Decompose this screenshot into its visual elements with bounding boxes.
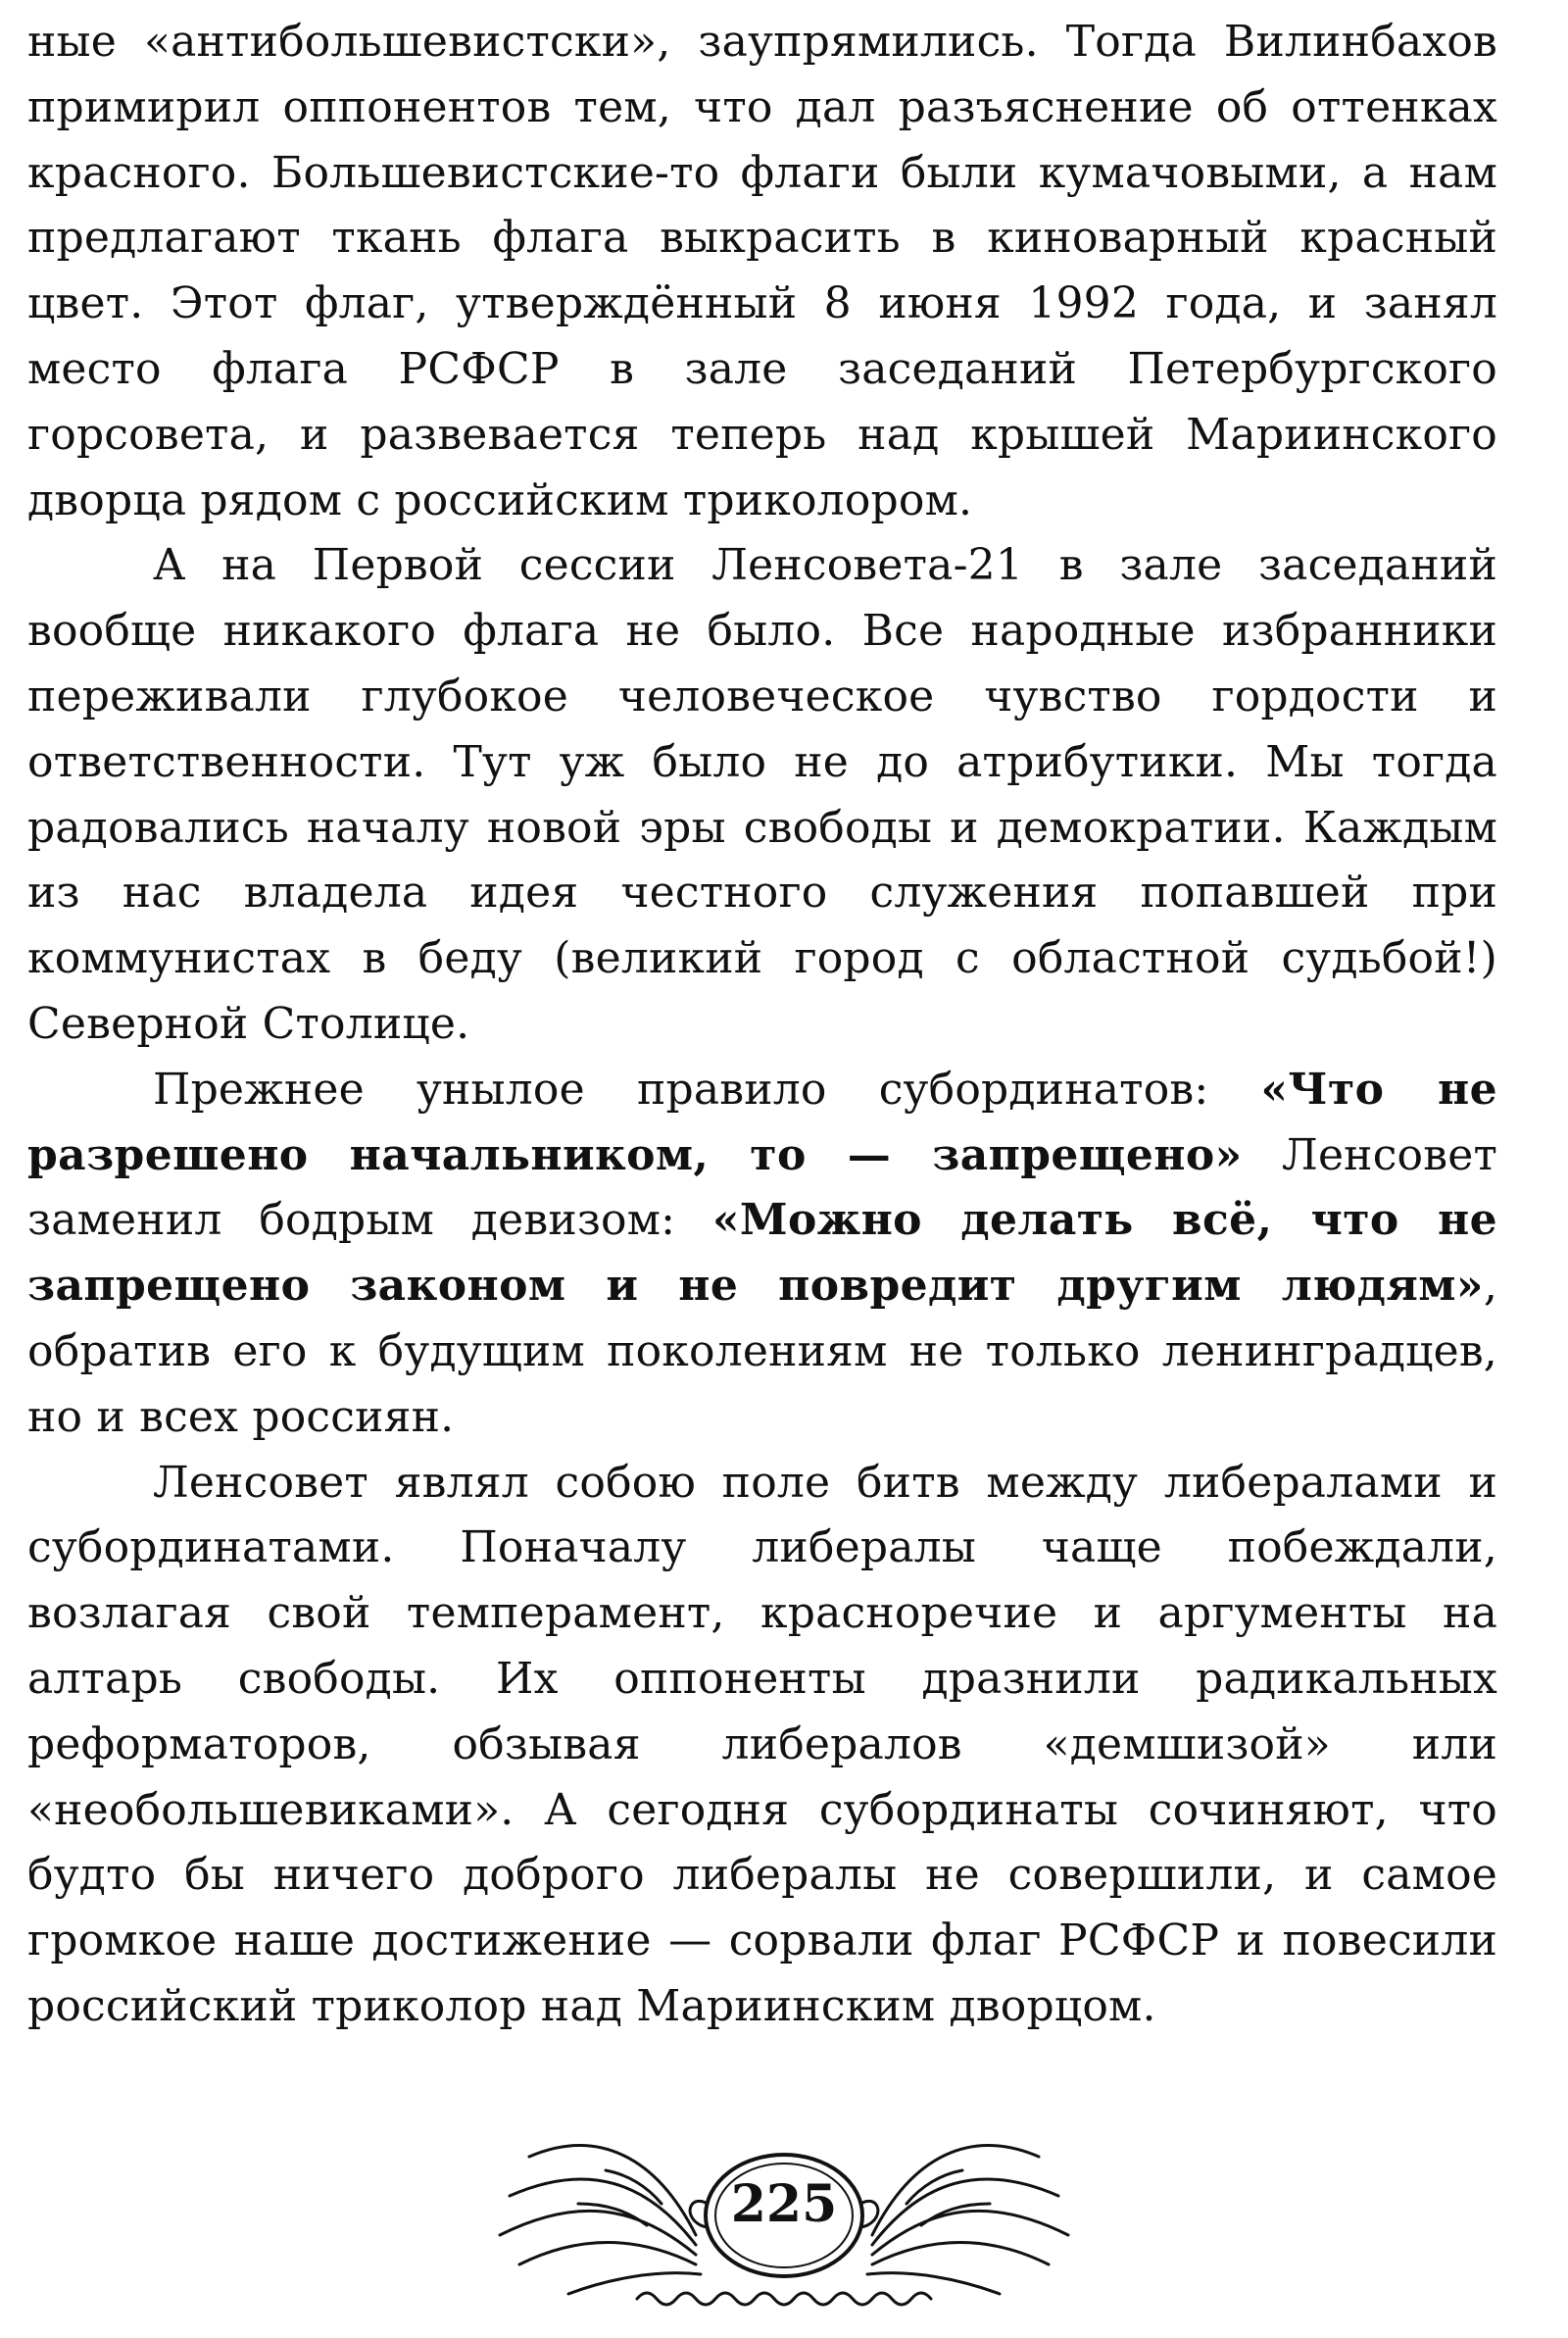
paragraph-1 [27,10,1497,533]
paragraph-3-quote-new-motto: «Можно делать всё, что не запрещено законом и не повредит другим людям» [27,1195,1497,1312]
paragraph-2-text: А на Первой сессии Ленсовета-21 в зале заседаний вообще никакого флага не было. Все народные избранники переживали глубокое человеческое чувство гордости и ответственности. Тут уж было не до атрибутики. Мы тогда радовались началу новой эры свободы и демократии. Каждым из нас владела идея честного служения попавшей при коммунистах в беду (великий город с областной судьбой!) Северной Столице. [27,540,1497,1049]
paragraph-3-text-b: Ленсовет заменил бодрым девизом: [27,1129,1497,1246]
paragraph-3 [27,1058,1497,1451]
paragraph-4 [27,1451,1497,2040]
paragraph-3-text-c: , обратив его к будущим поколениям не только ленинградцев, но и всех россиян. [27,1261,1497,1442]
page-number: 225 [730,2174,838,2234]
paragraph-2 [27,533,1497,1057]
paragraph-4-text: Ленсовет являл собою поле битв между либералами и субординатами. Поначалу либералы чаще побеждали, возлагая свой темперамент, красноречие и аргументы на алтарь свободы. Их оппоненты дразнили радикальных реформаторов, обзывая либералов «демшизой» или «необольшевиками». А сегодня субординаты сочиняют, что будто бы ничего доброго либералы не совершили, и самое громкое наше достижение — сорвали флаг РСФСР и повесили российский триколор над Мариинским дворцом. [27,1457,1497,2031]
paragraph-3-text-a: Прежнее унылое правило субординатов: [153,1064,1261,1115]
paragraph-3-quote-old-rule: «Что не разрешено начальником, то — запрещено» [27,1064,1497,1180]
paragraph-1-text: ные «антибольшевистски», заупрямились. Тогда Вилинбахов примирил оппонентов тем, что дал разъяснение об оттенках красного. Большевистские-то флаги были кумачовыми, а нам предлагают ткань флага выкрасить в киноварный красный цвет. Этот флаг, утверждённый 8 июня 1992 года, и занял место флага РСФСР в зале заседаний Петербургского горсовета, и развевается теперь над крышей Мариинского дворца рядом с российским триколором. [27,17,1497,525]
page-body [27,10,1497,2040]
